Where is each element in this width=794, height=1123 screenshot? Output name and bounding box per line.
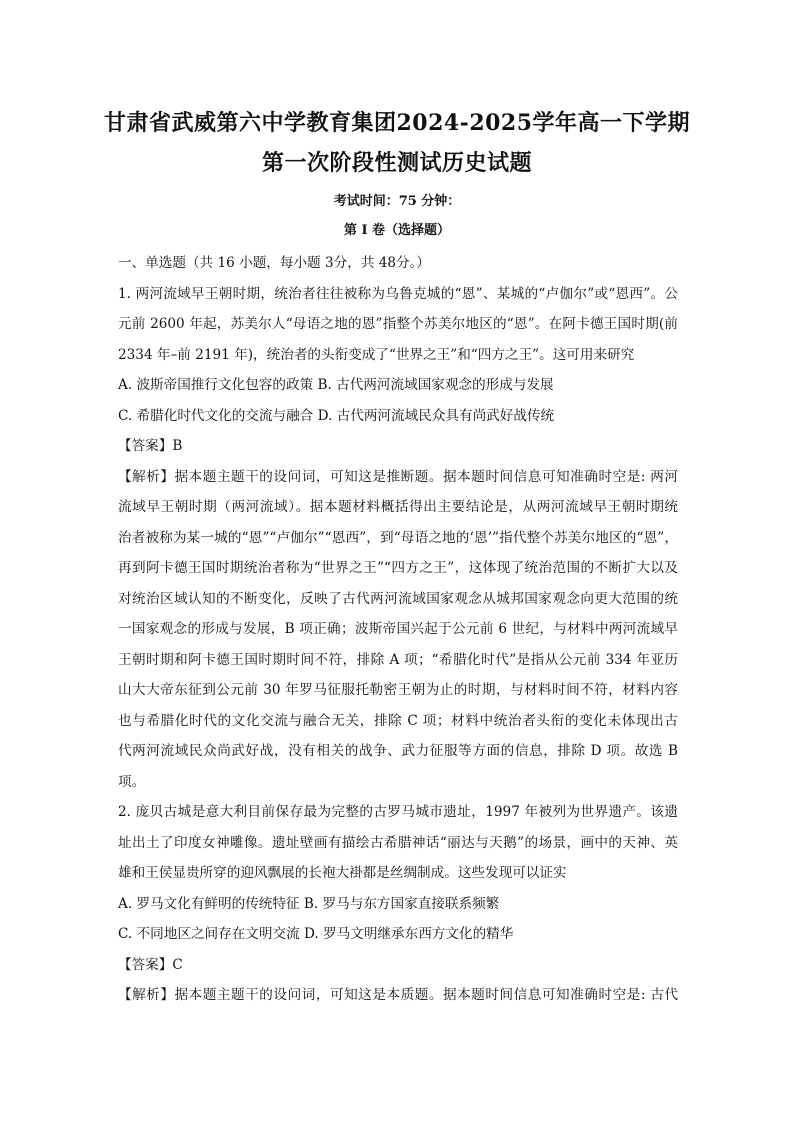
text-line: 【解析】据本题主题干的设问词，可知这是推断题。据本题时间信息可知准确时空是: 两河 xyxy=(118,468,678,485)
text-line: C. 不同地区之间存在文明交流 D. 罗马文明继承东西方文化的精华 xyxy=(118,926,514,942)
text-line: A. 罗马文化有鲜明的传统特征 B. 罗马与东方国家直接联系频繁 xyxy=(118,895,500,912)
document-title-line2: 第一次阶段性测试历史试题 xyxy=(261,150,532,176)
exam-time: 考试时间：75 分钟： xyxy=(333,194,461,209)
text-line: 治者被称为某一城的“恩”“卢伽尔”“恩西”，到“母语之地的‘恩’”指代整个苏美尔地区的“恩”， xyxy=(118,529,678,546)
text-line: 山大大帝东征到公元前 30 年罗马征服托勒密王朝为止的时期，与材料时间不符，材料内容 xyxy=(118,682,678,698)
text-line: 址出土了印度女神雕像。遗址壁画有描绘古希腊神话“丽达与天鹅”的场景，画中的天神、英 xyxy=(118,834,678,851)
text-line: 也与希腊化时代的文化交流与融合无关，排除 C 项；材料中统治者头衔的变化未体现出古 xyxy=(118,712,678,729)
text-line: 元前 2600 年起，苏美尔人“母语之地的恩”指整个苏美尔地区的“恩”。在阿卡德王国时期(前 xyxy=(118,316,678,332)
text-line: 代两河流域民众尚武好战，没有相关的战争、武力征服等方面的信息，排除 D 项。故选 B xyxy=(118,743,678,759)
document-body xyxy=(118,248,678,1011)
text-line: 一国家观念的形成与发展，B 项正确；波斯帝国兴起于公元前 6 世纪，与材料中两河流域早 xyxy=(118,621,678,637)
text-line: 2334 年–前 2191 年)，统治者的头衔变成了“世界之王”和“四方之王”。这可用来研究 xyxy=(118,346,635,363)
text-line: 王朝时期和阿卡德王国时期时间不符，排除 A 项；“希腊化时代”是指从公元前 334 年亚历 xyxy=(118,651,678,668)
text-line: 雄和王侯显贵所穿的迎风飘展的长袍大褂都是丝绸制成。这些发现可以证实 xyxy=(118,865,567,881)
text-line: 【解析】据本题主题干的设问词，可知这是本质题。据本题时间信息可知准确时空是: 古代 xyxy=(118,987,678,1003)
text-line: A. 波斯帝国推行文化包容的政策 B. 古代两河流域国家观念的形成与发展 xyxy=(118,377,554,393)
text-line: 【答案】B xyxy=(118,438,183,454)
text-line: C. 希腊化时代文化的交流与融合 D. 古代两河流域民众具有尚武好战传统 xyxy=(118,407,555,424)
text-line: 2. 庞贝古城是意大利目前保存最为完整的古罗马城市遗址，1997 年被列为世界遗产。该遗 xyxy=(118,804,678,820)
text-line: 再到阿卡德王国时期统治者称为“世界之王”“四方之王”，这体现了统治范围的不断扩大以及 xyxy=(118,560,678,576)
text-line: 一、单选题（共 16 小题，每小题 3分，共 48分。） xyxy=(118,255,431,271)
text-line: 对统治区域认知的不断变化，反映了古代两河流域国家观念从城邦国家观念向更大范围的统 xyxy=(118,590,678,607)
document-title-line1: 甘肃省武威第六中学教育集团2024-2025学年高一下学期 xyxy=(103,110,691,136)
text-line: 流域早王朝时期（两河流域）。据本题材料概括得出主要结论是，从两河流域早王朝时期统 xyxy=(118,499,678,515)
text-line: 项。 xyxy=(118,773,146,790)
text-line: 1. 两河流域早王朝时期，统治者往往被称为乌鲁克城的“恩”、某城的“卢伽尔”或“恩西”。公 xyxy=(118,285,678,302)
text-line: 【答案】C xyxy=(118,956,183,973)
volume-label: 第 I 卷（选择题） xyxy=(343,223,451,238)
